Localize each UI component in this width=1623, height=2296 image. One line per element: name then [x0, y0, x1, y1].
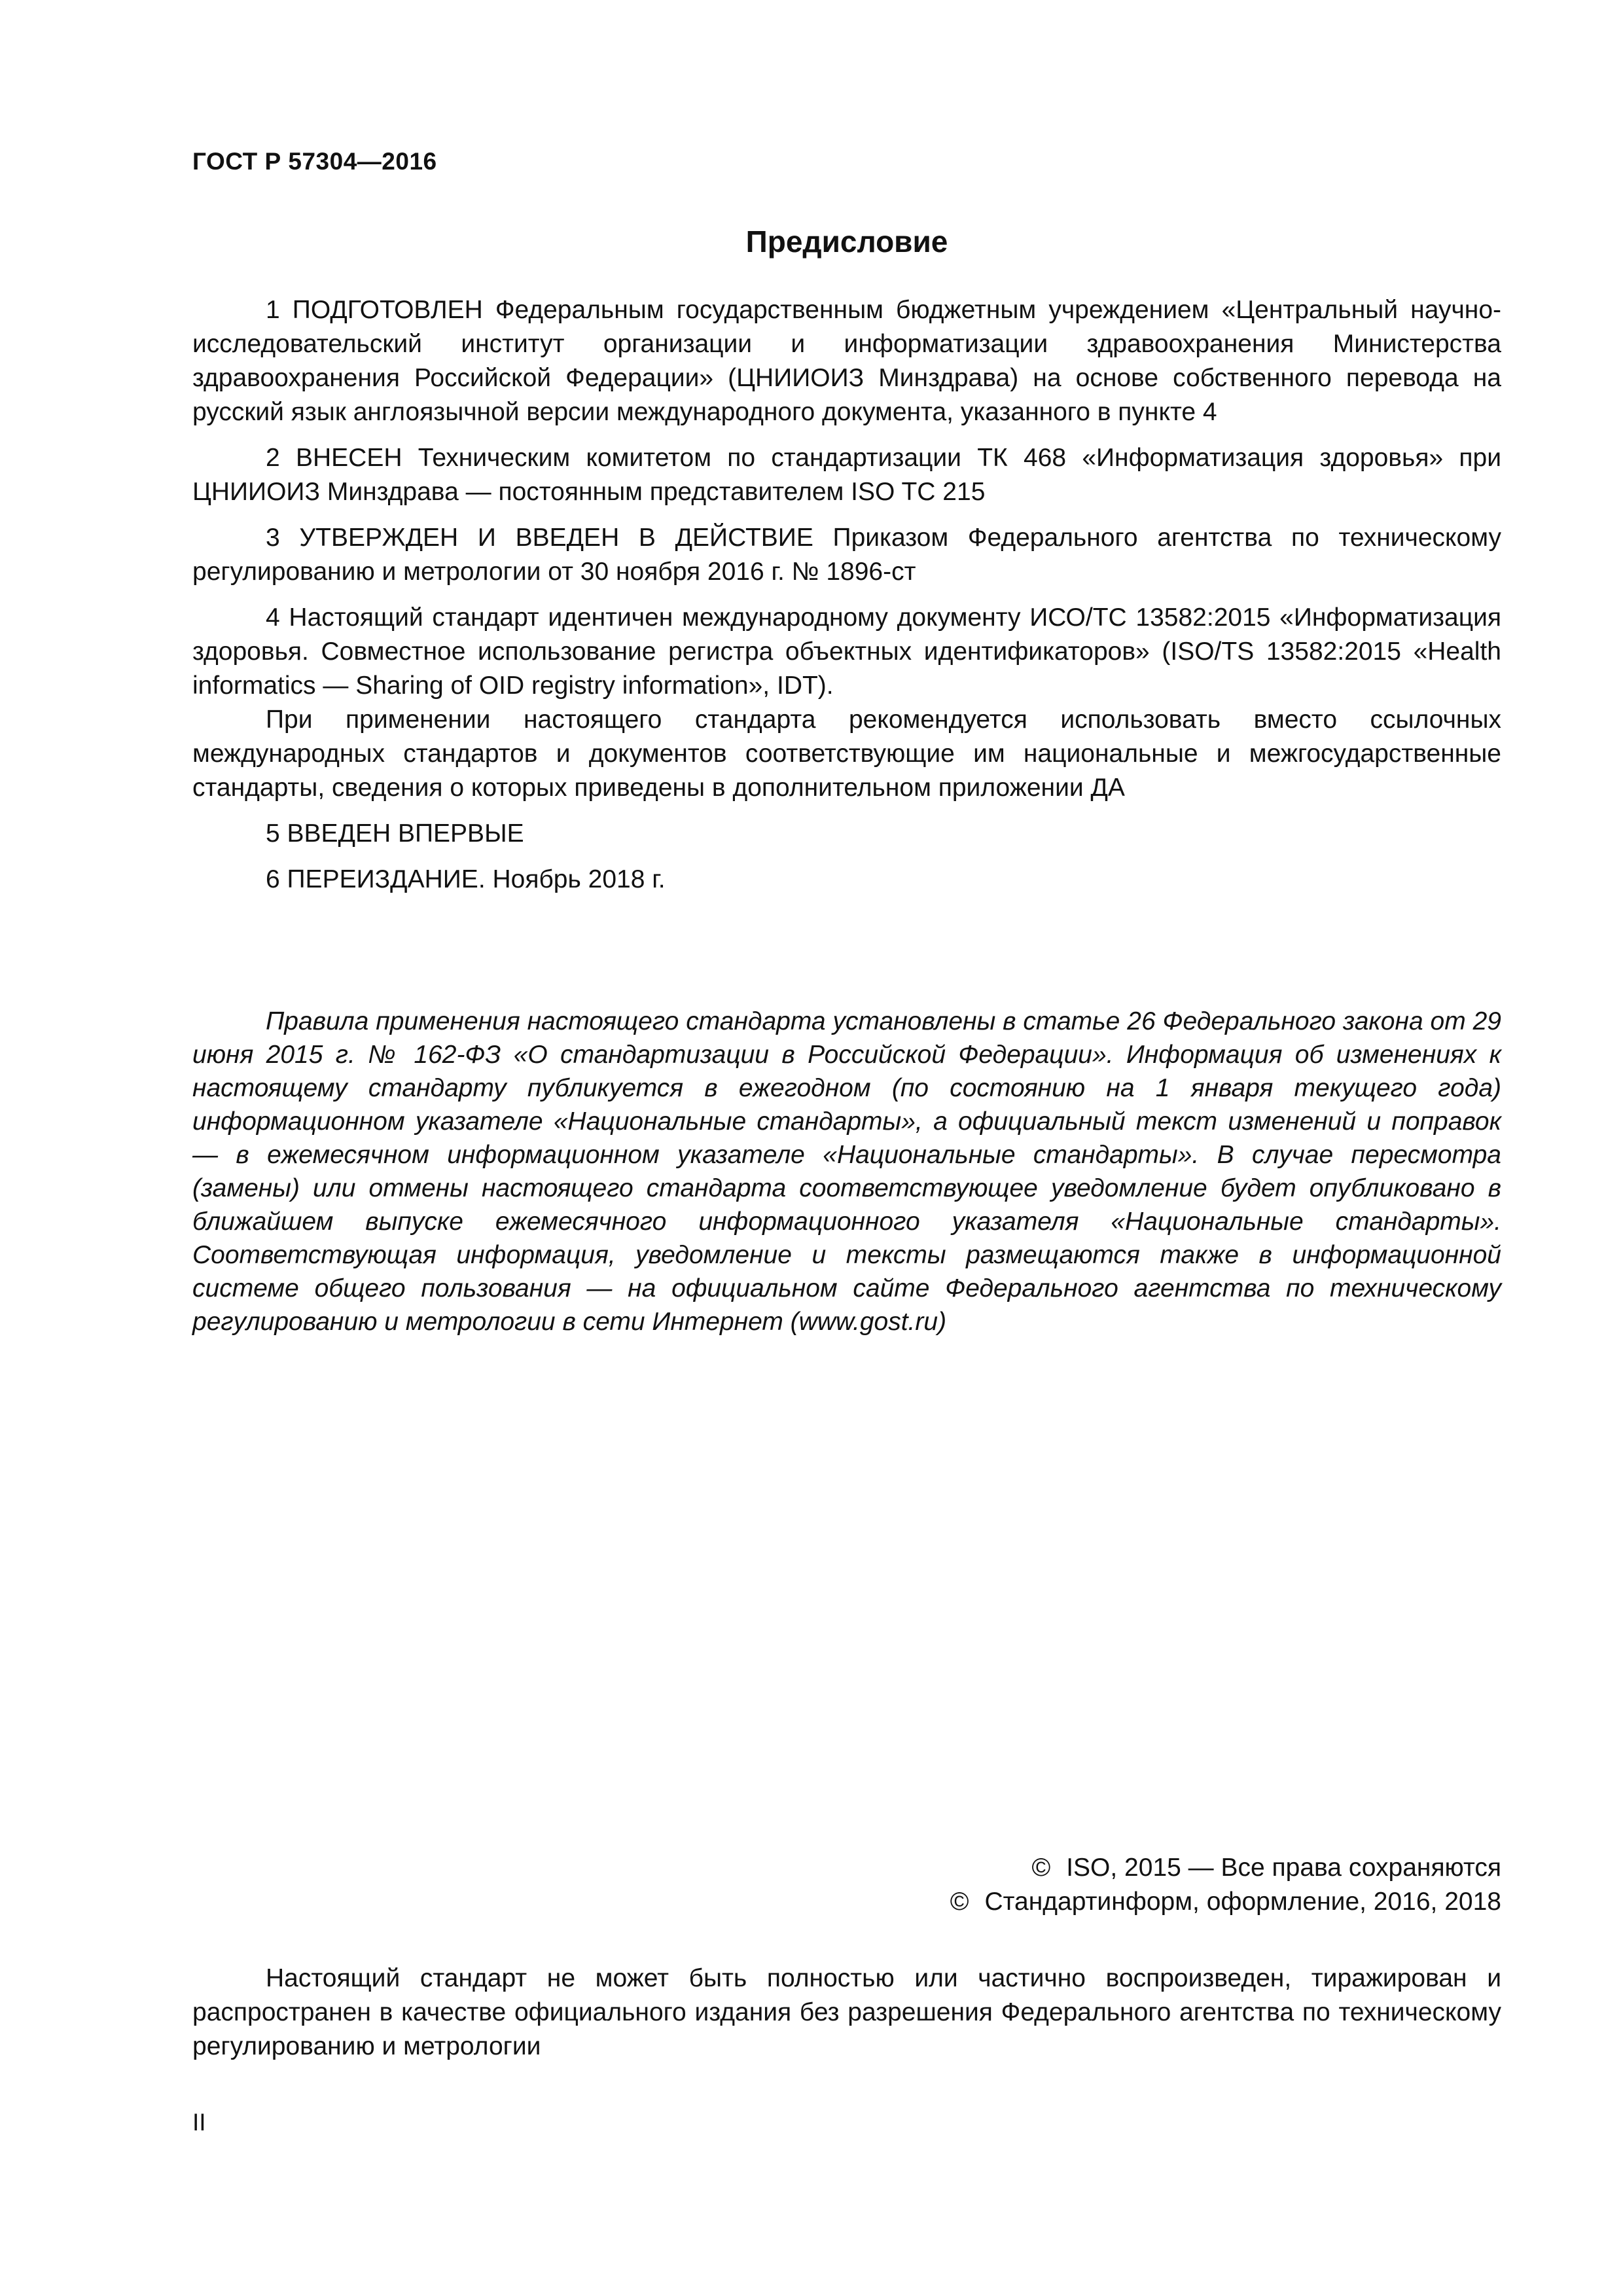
foreword-item-5: 5 ВВЕДЕН ВПЕРВЫЕ: [266, 819, 524, 848]
copyright-iso-text: ISO, 2015 — Все права сохраняются: [1066, 1854, 1501, 1882]
foreword-item-6: 6 ПЕРЕИЗДАНИЕ. Ноябрь 2018 г.: [266, 865, 666, 893]
section-title-foreword: Предисловие: [745, 224, 948, 259]
copyright-sign-icon: ©: [1031, 1854, 1051, 1882]
foreword-item-2: 2 ВНЕСЕН Техническим комитетом по стандартизации ТК 468 «Информатизация здоровья» при ЦНИИОИЗ Минздрава — постоянным представителем ISO TC 215: [192, 444, 1501, 506]
foreword-item-4: 4 Настоящий стандарт идентичен международному документу ИСО/ТС 13582:2015 «Информатизация здоровья. Совместное использование регистра объектных идентификаторов» (ISO/TS 13582:2015 «Health informatics — Sharing of OID registry information», IDT).: [192, 603, 1501, 700]
copyright-sign-icon: ©: [950, 1888, 969, 1916]
copyright-iso: [950, 1851, 1501, 1885]
application-rules-text: Правила применения настоящего стандарта установлены в статье 26 Федерального закона от 29 июня 2015 г. № 162-ФЗ «О стандартизации в Российской Федерации». Информация об изменениях к настоящему стандарту публикуется в ежегодном (по состоянию на 1 января текущего года) информационном указателе «Национальные стандарты», а официальный текст изменений и поправок — в ежемесячном информационном указателе «Национальные стандарты». В случае пересмотра (замены) или отмены настоящего стандарта соответствующее уведомление будет опубликовано в ближайшем выпуске ежемесячного информационного указателя «Национальные стандарты». Соответствующая информация, уведомление и тексты размещаются также в информационной системе общего пользования — на официальном сайте Федерального агентства по техническому регулированию и метрологии в сети Интернет (www.gost.ru): [192, 1007, 1501, 1336]
reproduction-notice: Настоящий стандарт не может быть полностью или частично воспроизведен, тиражирован и распространен в качестве официального издания без разрешения Федерального агентства по техническому регулированию и метрологии: [192, 1964, 1501, 2060]
copyright-standartinform: [950, 1885, 1501, 1919]
foreword-item-1: 1 ПОДГОТОВЛЕН Федеральным государственным бюджетным учреждением «Центральный научно-исследовательский институт организации и информатизации здравоохранения Министерства здравоохранения Российской Федерации» (ЦНИИОИЗ Минздрава) на основе собственного перевода на русский язык англоязычной версии международного документа, указанного в пункте 4: [192, 296, 1501, 426]
foreword-item-3: 3 УТВЕРЖДЕН И ВВЕДЕН В ДЕЙСТВИЕ Приказом Федерального агентства по техническому регулированию и метрологии от 30 ноября 2016 г. № 1896-ст: [192, 524, 1501, 586]
page-number: II: [192, 2109, 206, 2136]
copyright-standartinform-text: Стандартинформ, оформление, 2016, 2018: [984, 1888, 1501, 1916]
document-header-id: ГОСТ Р 57304—2016: [192, 148, 437, 175]
foreword-body: [192, 293, 1501, 897]
copyright-block: [950, 1851, 1501, 1919]
foreword-item-4-note: При применении настоящего стандарта рекомендуется использовать вместо ссылочных международных стандартов и документов соответствующие им национальные и межгосударственные стандарты, сведения о которых приведены в дополнительном приложении ДА: [192, 706, 1501, 802]
